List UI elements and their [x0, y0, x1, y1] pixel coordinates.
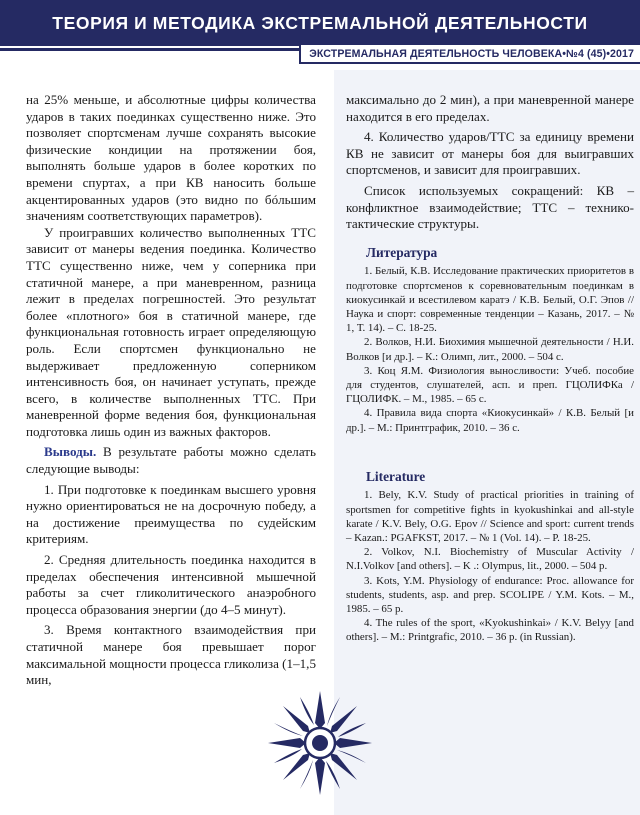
right-column — [346, 92, 634, 645]
conclusion-item: 4. Количество ударов/ТТС за единицу времени КВ не зависит от манеры боя для выигравших спортсменов, и зависит для проигравших. — [346, 129, 634, 178]
issue-text: ЭКСТРЕМАЛЬНАЯ ДЕЯТЕЛЬНОСТЬ ЧЕЛОВЕКА•№4 (45)•2017 — [309, 47, 634, 60]
conclusion-item: 2. Средняя длительность поединка находится в пределах обеспечения интенсивной мышечной работы за счет гликолитического анаэробного процесса образования энергии (до 4–5 минут). — [26, 552, 316, 617]
reference-item: 4. Правила вида спорта «Киокусинкай» / К.В. Белый [и др.]. – М.: Принтграфик, 2010. – 36 с. — [346, 407, 634, 434]
reference-item: 3. Kots, Y.M. Physiology of endurance: Proc. allowance for students, students, asp. and prep. SCOLIPE / Y.M. Kots. – M., 1985. – 65 p. — [346, 574, 634, 615]
reference-item: 1. Белый, К.В. Исследование практических приоритетов в подготовке спортсменов к соревновательным поединкам в киокусинкай и всестилевом каратэ / К.В. Белый, О.Г. Эпов // Наука и спорт: современные тенденции – Казань, 2017. – № 1, Т. 14). – С. 18-25. — [346, 265, 634, 335]
issue-label — [299, 43, 640, 64]
reference-item: 3. Коц Я.М. Физиология выносливости: Учеб. пособие для студентов, слушателей, асп. и преп. ГЦОЛИФКа / ГЦОЛИФК. – М., 1985. – 65 с. — [346, 364, 634, 406]
body-paragraph: максимально до 2 мин), а при маневренной манере находится в его пределах. — [346, 92, 634, 124]
page-header — [0, 0, 640, 46]
abbreviations-paragraph: Список используемых сокращений: КВ – конфликтное взаимодействие; ТТС – технико-тактические структуры. — [346, 182, 634, 232]
reference-item: 4. The rules of the sport, «Kyokushinkai» / K.V. Belyy [and others]. – M.: Printgrafic, 2010. – 36 p. (in Russian). — [346, 617, 634, 644]
conclusions-paragraph — [26, 444, 316, 477]
body-paragraph: У проигравших количество выполненных ТТС зависит от манеры ведения поединка. Количество ТТС существенно ниже, чем у соперника при статичной манере, а при маневренном, разница лежит в пределах погрешностей. Это результат более «плотного» боя в статичной манере, где функциональная готовность играет определяющую роль. Если спортсмен функционально не выдерживает предложенную соперником интенсивность боя, он начинает уступать, прежде всего, в количестве выполненных ТТС. При маневренной форме ведения боя, функциональная подготовка лишь один из важных факторов. — [26, 224, 316, 439]
conclusions-label: Выводы. — [44, 444, 97, 460]
reference-item: 2. Volkov, N.I. Biochemistry of Muscular Activity / N.I.Volkov [and others]. – K .: Olympus, lit., 2000. – 504 p. — [346, 546, 634, 573]
references-title-ru: Литература — [366, 244, 438, 260]
section-title: ТЕОРИЯ И МЕТОДИКА ЭКСТРЕМАЛЬНОЙ ДЕЯТЕЛЬНОСТИ — [52, 12, 588, 33]
conclusion-item: 1. При подготовке к поединкам высшего уровня нужно ориентироваться не на досрочную победу, а на достижение преимущества по судейским критериям. — [26, 481, 316, 547]
conclusion-item: 3. Время контактного взаимодействия при статичной манере боя превышает порог максимальной мощности процесса гликолиза (1–1,5 мин, — [26, 622, 316, 688]
sun-star-emblem-icon — [265, 688, 375, 798]
conclusions-intro: В результате работы можно сделать следующие выводы: — [26, 444, 316, 477]
body-paragraph: на 25% меньше, и абсолютные цифры количества ударов в таких поединках существенно ниже. Это позволяет спортсменам лучше сохранять высокие физические кондиции на протяжении боя, выполнять больше ударов в более коротких по времени спуртах, а при КВ наносить больше акцентированных ударов (это видно по бóльшим значениям соответствующих параметров). — [26, 92, 316, 224]
references-title-en: Literature — [366, 468, 426, 484]
left-column — [26, 92, 316, 689]
reference-item: 2. Волков, Н.И. Биохимия мышечной деятельности / Н.И. Волков [и др.]. – К.: Олимп, лит., 2000. – 504 с. — [346, 336, 634, 363]
reference-item: 1. Bely, K.V. Study of practical priorities in training of sportsmen for competitive fights in kyokushinkai and all-style karate / K.V. Bely, O.G. Epov // Science and sport: current trends – Kazan.: PGAFKST, 2017. – № 1 (Vol. 14). – P. 18-25. — [346, 489, 634, 544]
